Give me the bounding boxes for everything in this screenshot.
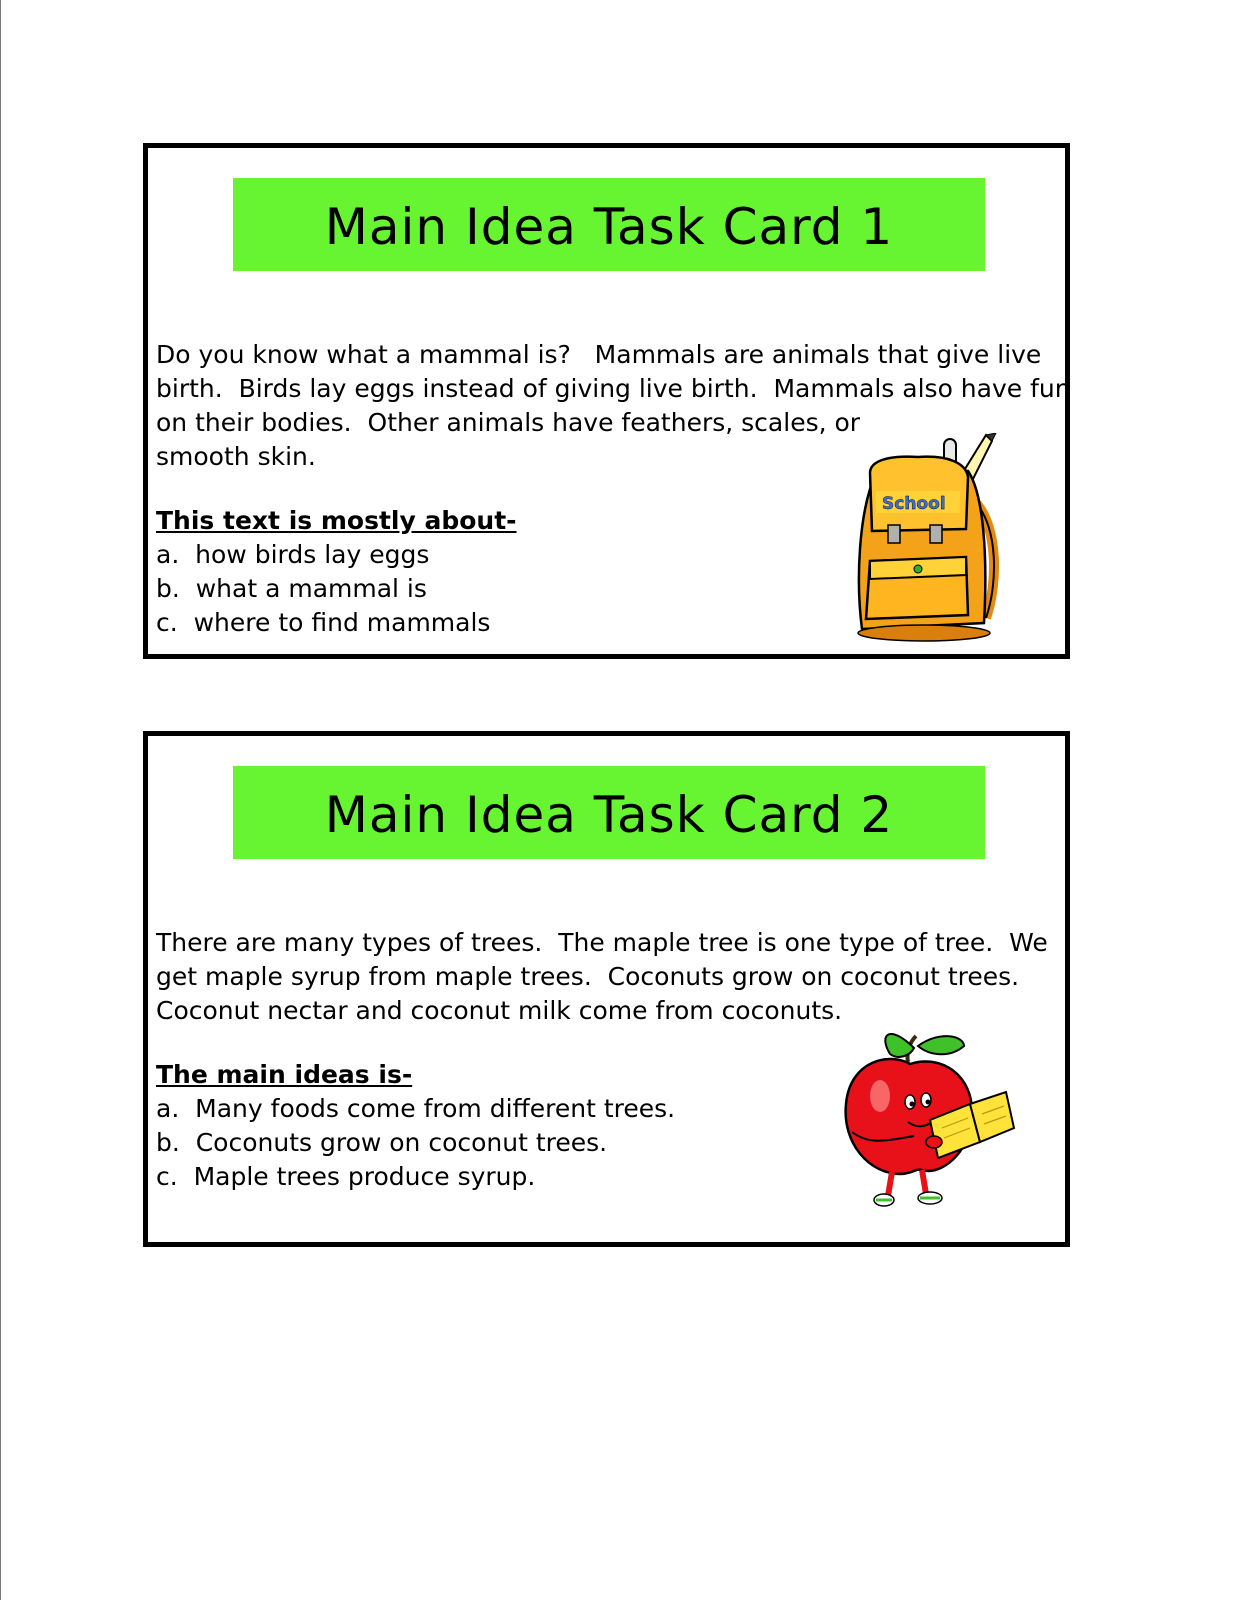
- question-block: [156, 504, 517, 640]
- card-title-banner: [233, 766, 985, 859]
- question-block: [156, 1058, 675, 1194]
- answer-option-a: a. how birds lay eggs: [156, 540, 430, 569]
- card-title-banner: [233, 178, 985, 271]
- card-title: Main Idea Task Card 1: [324, 197, 894, 256]
- answer-option-b: b. what a mammal is: [156, 574, 427, 603]
- passage-line: There are many types of trees. The maple tree is one type of tree. We: [156, 928, 1048, 957]
- passage-line: birth. Birds lay eggs instead of giving live birth. Mammals also have fur: [156, 374, 1066, 403]
- answer-option-b: b. Coconuts grow on coconut trees.: [156, 1128, 608, 1157]
- card-title: Main Idea Task Card 2: [324, 785, 894, 844]
- answer-option-c: c. where to find mammals: [156, 608, 491, 637]
- passage-line: on their bodies. Other animals have feathers, scales, or: [156, 408, 861, 437]
- question-prompt: This text is mostly about-: [156, 506, 517, 535]
- passage-line: get maple syrup from maple trees. Coconuts grow on coconut trees.: [156, 962, 1020, 991]
- passage-line: Coconut nectar and coconut milk come from coconuts.: [156, 996, 843, 1025]
- task-card-1: [143, 143, 1070, 659]
- backpack-label: School: [882, 494, 946, 514]
- task-card-2: [143, 731, 1070, 1247]
- passage-line: Do you know what a mammal is? Mammals are animals that give live: [156, 340, 1042, 369]
- passage-line: smooth skin.: [156, 442, 316, 471]
- page-edge: [0, 0, 1, 1600]
- apple-reading-book-icon: [830, 1024, 1028, 1212]
- passage-text: [156, 926, 1056, 1028]
- answer-option-a: a. Many foods come from different trees.: [156, 1094, 676, 1123]
- answer-option-c: c. Maple trees produce syrup.: [156, 1162, 536, 1191]
- question-prompt: The main ideas is-: [156, 1060, 413, 1089]
- backpack-icon: [848, 433, 1008, 648]
